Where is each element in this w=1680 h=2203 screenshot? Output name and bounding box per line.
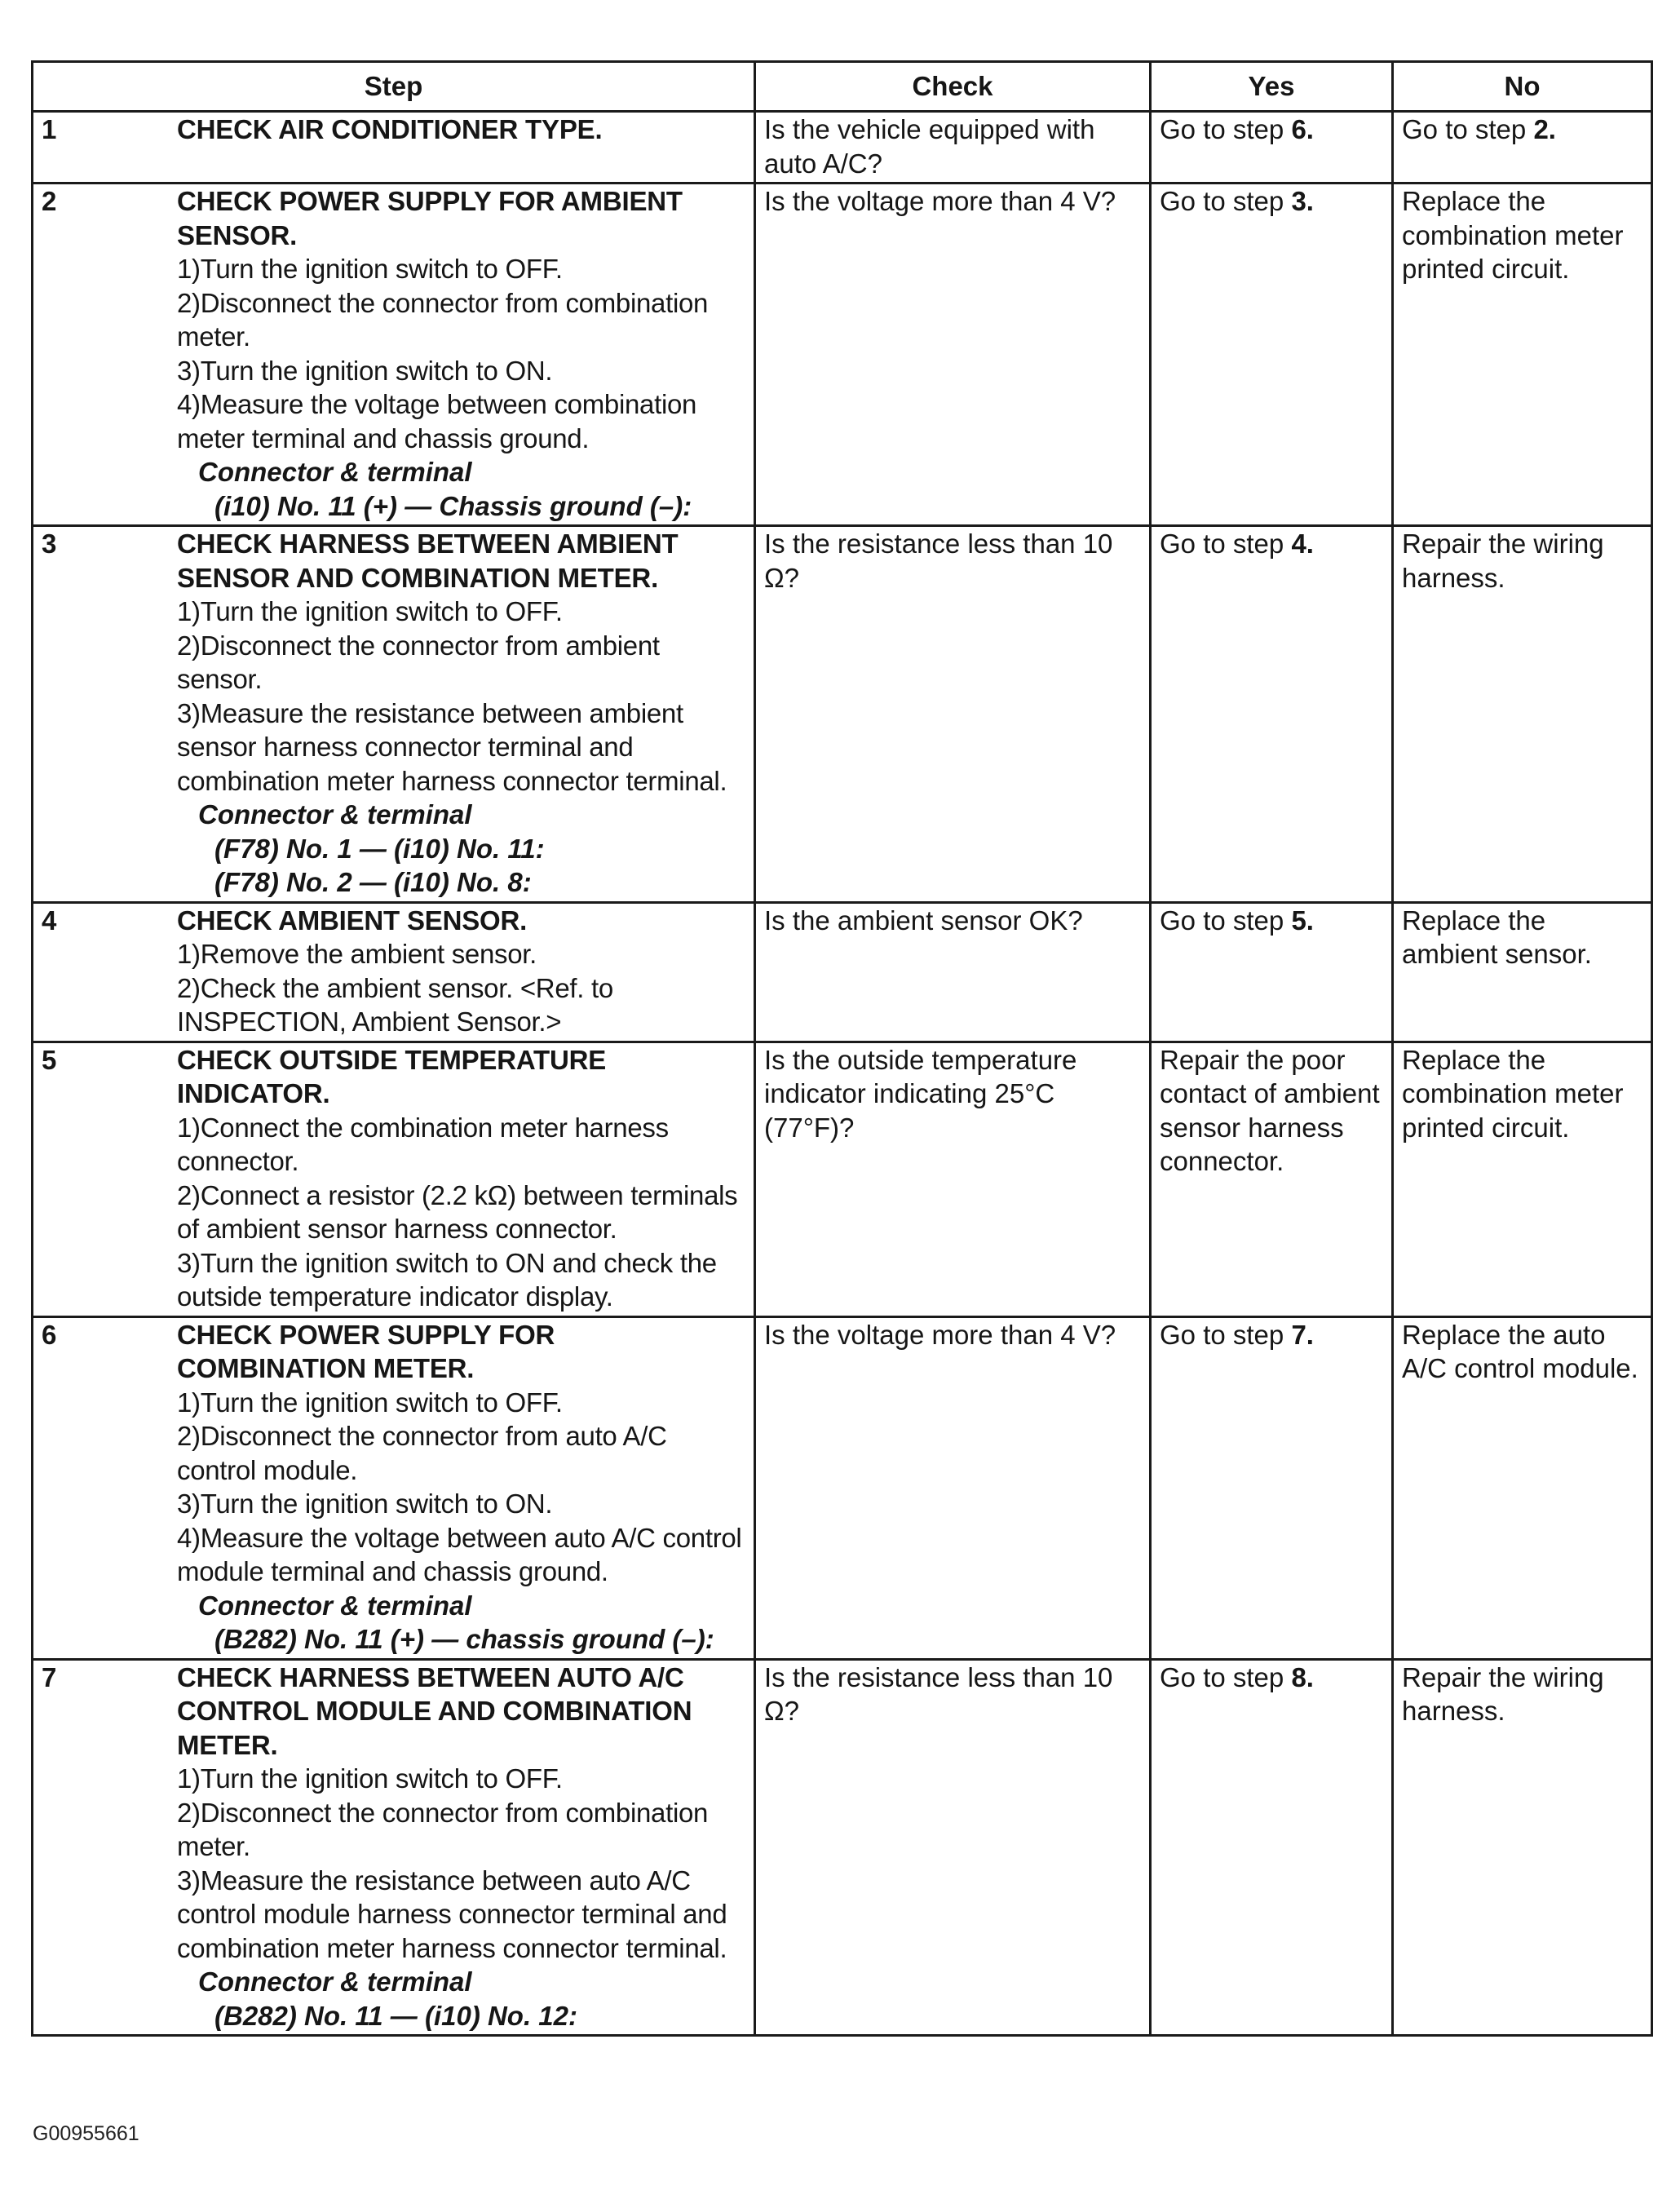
- no-text: Replace the combination meter printed circuit.: [1402, 186, 1624, 284]
- connector-terminal-spec: (B282) No. 11 (+) — chassis ground (–):: [214, 1624, 714, 1654]
- yes-step-number: 7.: [1291, 1319, 1314, 1350]
- step-number: 6: [42, 1319, 57, 1350]
- step-cell: [33, 112, 755, 184]
- step-instruction: 3)Turn the ignition switch to ON and check the outside temperature indicator display.: [177, 1247, 717, 1312]
- table-row: [33, 184, 1652, 526]
- step-instruction: 2)Disconnect the connector from auto A/C control module.: [177, 1421, 667, 1485]
- step-instruction: 2)Disconnect the connector from ambient sensor.: [177, 630, 660, 694]
- figure-code: G00955661: [33, 2122, 139, 2145]
- yes-cell: [1151, 1042, 1393, 1316]
- check-column-header: Check: [755, 62, 1151, 112]
- step-title: CHECK AIR CONDITIONER TYPE.: [177, 114, 603, 144]
- step-instruction: 3)Measure the resistance between ambient sensor harness connector terminal and combination meter harness connector terminal.: [177, 697, 727, 796]
- step-number: 4: [42, 905, 57, 936]
- step-instruction: 1)Turn the ignition switch to OFF.: [177, 254, 563, 284]
- connector-terminal-spec: (F78) No. 1 — (i10) No. 11:: [214, 833, 545, 864]
- yes-text: Go to step: [1160, 529, 1292, 559]
- step-title: CHECK POWER SUPPLY FOR COMBINATION METER.: [177, 1319, 555, 1383]
- step-number: 2: [42, 186, 57, 216]
- no-cell: [1393, 112, 1652, 184]
- step-cell: [33, 902, 755, 1042]
- no-text: Replace the ambient sensor.: [1402, 905, 1592, 969]
- step-cell: [33, 184, 755, 526]
- step-instruction: 3)Turn the ignition switch to ON.: [177, 355, 553, 386]
- connector-terminal-heading: Connector & terminal: [198, 1966, 472, 1997]
- check-cell: Is the voltage more than 4 V?: [755, 184, 1151, 526]
- no-text: Repair the wiring harness.: [1402, 1661, 1604, 1726]
- check-cell: Is the voltage more than 4 V?: [755, 1316, 1151, 1659]
- step-cell: [33, 526, 755, 903]
- step-instruction: 1)Turn the ignition switch to OFF.: [177, 596, 563, 626]
- yes-step-number: 4.: [1291, 529, 1314, 559]
- yes-text: Go to step: [1160, 905, 1292, 936]
- step-column-header: Step: [33, 62, 755, 112]
- step-cell: [33, 1659, 755, 2036]
- step-instruction: 3)Measure the resistance between auto A/C control module harness connector terminal and combination meter harness connector terminal.: [177, 1865, 727, 1963]
- connector-terminal-spec: (B282) No. 11 — (i10) No. 12:: [214, 2000, 578, 2031]
- step-instruction: 2)Connect a resistor (2.2 kΩ) between terminals of ambient sensor harness connector.: [177, 1179, 738, 1244]
- connector-terminal-heading: Connector & terminal: [198, 799, 472, 829]
- step-title: CHECK POWER SUPPLY FOR AMBIENT SENSOR.: [177, 186, 683, 250]
- table-row: [33, 1042, 1652, 1316]
- check-cell: Is the ambient sensor OK?: [755, 902, 1151, 1042]
- table-row: [33, 902, 1652, 1042]
- yes-step-number: 8.: [1291, 1661, 1314, 1692]
- check-cell: Is the outside temperature indicator indicating 25°C (77°F)?: [755, 1042, 1151, 1316]
- yes-cell: [1151, 526, 1393, 903]
- no-text: Replace the auto A/C control module.: [1402, 1319, 1638, 1383]
- step-number: 1: [42, 114, 57, 144]
- connector-terminal-spec: (F78) No. 2 — (i10) No. 8:: [214, 867, 532, 897]
- table-row: [33, 112, 1652, 184]
- no-text: Replace the combination meter printed circuit.: [1402, 1044, 1624, 1143]
- step-instruction: 2)Check the ambient sensor. <Ref. to INSPECTION, Ambient Sensor.>: [177, 972, 613, 1037]
- step-instruction: 1)Turn the ignition switch to OFF.: [177, 1387, 563, 1418]
- no-step-number: 2.: [1533, 114, 1556, 144]
- step-title: CHECK OUTSIDE TEMPERATURE INDICATOR.: [177, 1044, 607, 1108]
- no-text: Repair the wiring harness.: [1402, 529, 1604, 593]
- step-cell: [33, 1042, 755, 1316]
- connector-terminal-heading: Connector & terminal: [198, 457, 472, 487]
- step-number: 3: [42, 529, 57, 559]
- diagnostic-procedure-table-wrapper: [31, 60, 1651, 2037]
- yes-text: Repair the poor contact of ambient sensor harness connector.: [1160, 1044, 1380, 1176]
- no-cell: [1393, 526, 1652, 903]
- step-instruction: 1)Turn the ignition switch to OFF.: [177, 1763, 563, 1794]
- no-cell: [1393, 1659, 1652, 2036]
- yes-text: Go to step: [1160, 1319, 1292, 1350]
- check-cell: Is the vehicle equipped with auto A/C?: [755, 112, 1151, 184]
- yes-cell: [1151, 112, 1393, 184]
- yes-column-header: Yes: [1151, 62, 1393, 112]
- step-number: 7: [42, 1661, 57, 1692]
- step-title: CHECK HARNESS BETWEEN AUTO A/C CONTROL MODULE AND COMBINATION METER.: [177, 1661, 692, 1760]
- yes-cell: [1151, 902, 1393, 1042]
- yes-step-number: 5.: [1291, 905, 1314, 936]
- yes-cell: [1151, 1659, 1393, 2036]
- yes-step-number: 3.: [1291, 186, 1314, 216]
- step-instruction: 1)Remove the ambient sensor.: [177, 939, 537, 969]
- no-cell: [1393, 1042, 1652, 1316]
- table-row: [33, 526, 1652, 903]
- no-cell: [1393, 184, 1652, 526]
- step-instruction: 1)Connect the combination meter harness connector.: [177, 1112, 669, 1176]
- yes-cell: [1151, 184, 1393, 526]
- step-title: CHECK AMBIENT SENSOR.: [177, 905, 528, 936]
- yes-text: Go to step: [1160, 1661, 1292, 1692]
- yes-text: Go to step: [1160, 186, 1292, 216]
- table-row: [33, 1659, 1652, 2036]
- step-instruction: 4)Measure the voltage between combination meter terminal and chassis ground.: [177, 389, 697, 453]
- no-cell: [1393, 902, 1652, 1042]
- step-instruction: 2)Disconnect the connector from combination meter.: [177, 287, 709, 352]
- yes-cell: [1151, 1316, 1393, 1659]
- connector-terminal-spec: (i10) No. 11 (+) — Chassis ground (–):: [214, 490, 692, 521]
- yes-text: Go to step: [1160, 114, 1292, 144]
- connector-terminal-heading: Connector & terminal: [198, 1590, 472, 1621]
- step-cell: [33, 1316, 755, 1659]
- check-cell: Is the resistance less than 10 Ω?: [755, 1659, 1151, 2036]
- table-body: [33, 112, 1652, 2036]
- step-instruction: 2)Disconnect the connector from combination meter.: [177, 1797, 709, 1861]
- no-column-header: No: [1393, 62, 1652, 112]
- step-instruction: 4)Measure the voltage between auto A/C control module terminal and chassis ground.: [177, 1522, 742, 1586]
- yes-step-number: 6.: [1291, 114, 1314, 144]
- table-header-row: [33, 62, 1652, 112]
- step-instruction: 3)Turn the ignition switch to ON.: [177, 1489, 553, 1519]
- diagnostic-procedure-table: [31, 60, 1653, 2037]
- no-cell: [1393, 1316, 1652, 1659]
- table-row: [33, 1316, 1652, 1659]
- check-cell: Is the resistance less than 10 Ω?: [755, 526, 1151, 903]
- step-number: 5: [42, 1044, 57, 1075]
- no-text: Go to step: [1402, 114, 1534, 144]
- step-title: CHECK HARNESS BETWEEN AMBIENT SENSOR AND COMBINATION METER.: [177, 529, 679, 593]
